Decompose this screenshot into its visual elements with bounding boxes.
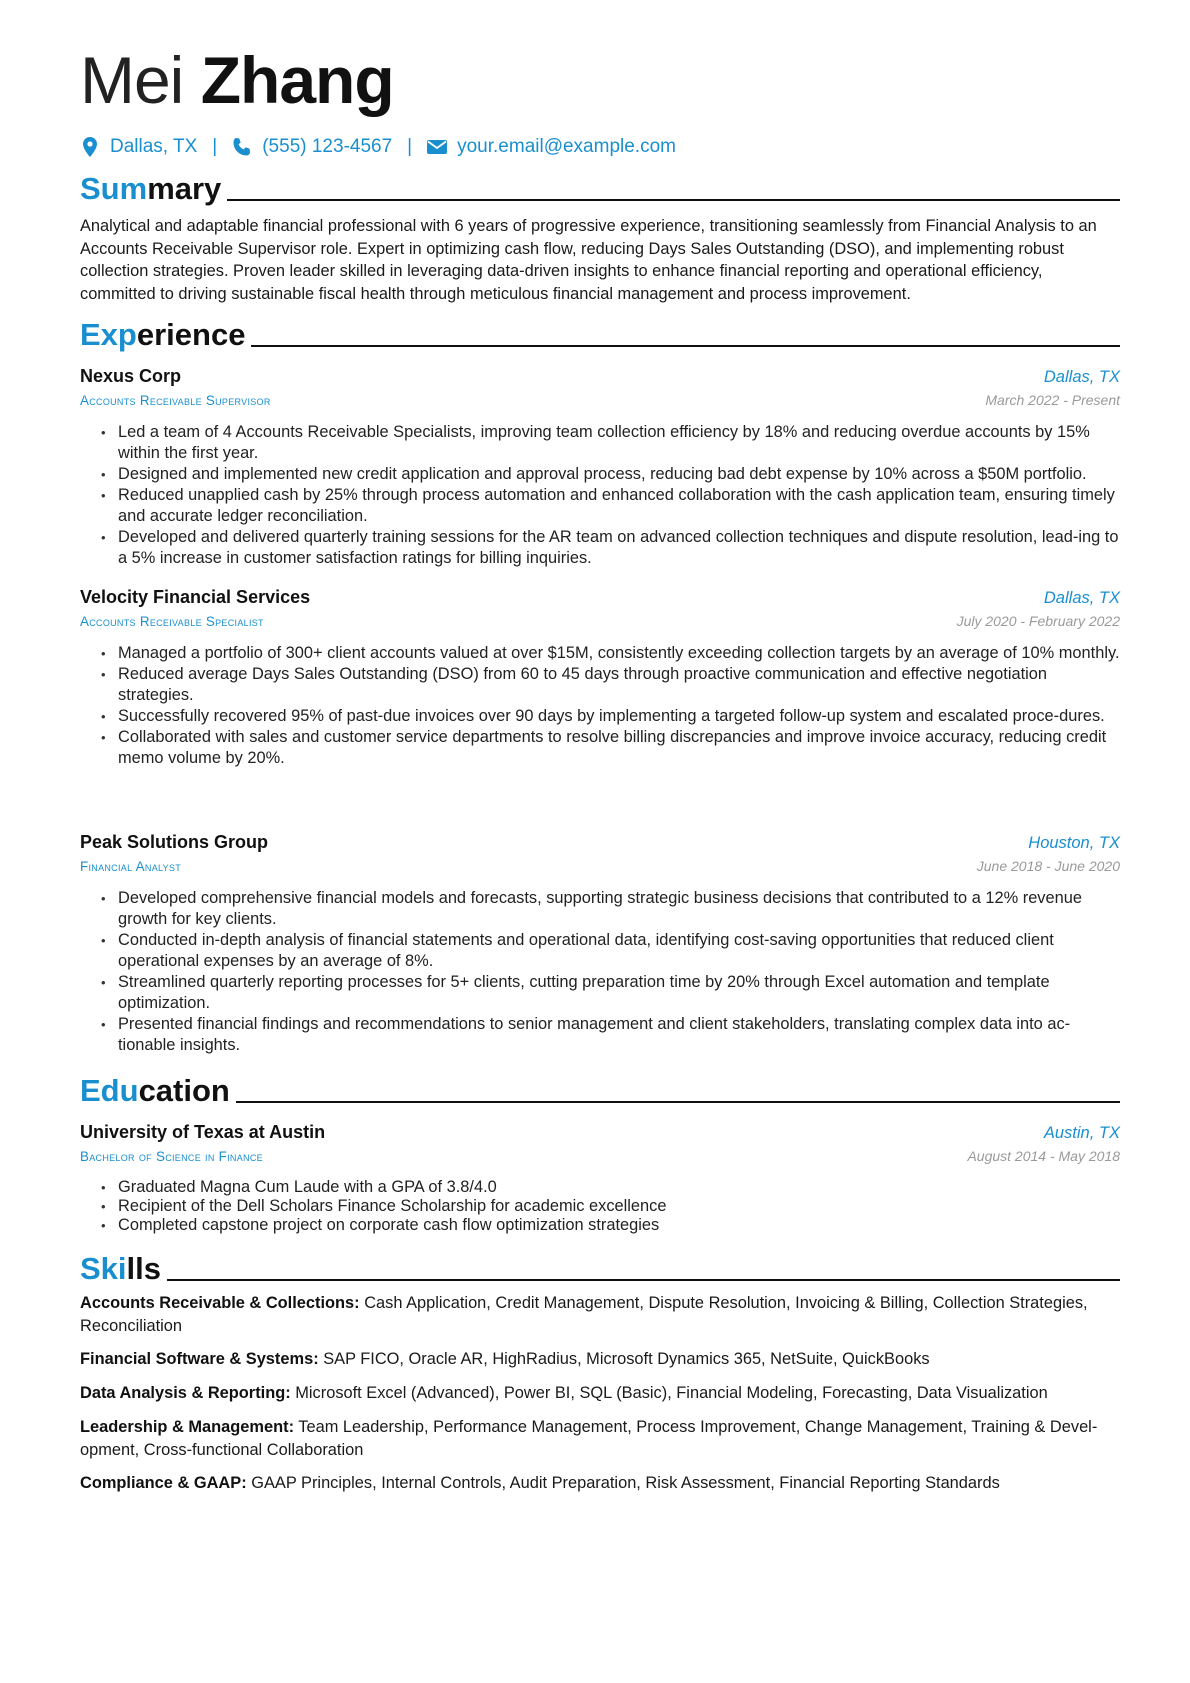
job-title: Financial Analyst [80,859,182,874]
job-dates: March 2022 - Present [985,392,1120,408]
bullet-item: • Completed capstone project on corporate cash flow optimization strategies [118,1216,1120,1235]
bullet-item: • Developed and delivered quarterly training sessions for the AR team on advanced collection techniques and dispute resolution, lead-ing to a 5% increase in customer satisfaction ratings for billing inquiries. [118,527,1120,569]
bullet-list [80,422,1120,569]
job-location: Houston, TX [1028,834,1120,852]
bullet-item: • Developed comprehensive financial models and forecasts, supporting strategic business decisions that contributed to a 12% revenue growth for key clients. [118,888,1120,930]
skill-category: Accounts Receivable & Collections: [80,1294,360,1312]
skill-items: SAP FICO, Oracle AR, HighRadius, Microsoft Dynamics 365, NetSuite, QuickBooks [323,1350,930,1369]
bullet-item: • Recipient of the Dell Scholars Finance Scholarship for academic excellence [118,1197,1120,1216]
bullet-item: • Managed a portfolio of 300+ client accounts valued at over $15M, consistently exceeding collection targets by an average of 10% monthly. [118,643,1120,664]
section-rule [236,1101,1120,1103]
bullet-item: • Successfully recovered 95% of past-due invoices over 90 days by implementing a targeted follow-up system and escalated proce-dures. [118,706,1120,727]
envelope-icon [427,136,447,158]
skill-line [80,1472,1120,1495]
job-dates: July 2020 - February 2022 [956,613,1120,629]
school-location: Austin, TX [1043,1124,1120,1142]
degree: Bachelor of Science in Finance [80,1149,263,1164]
bullet-item: • Streamlined quarterly reporting processes for 5+ clients, cutting preparation time by 20% through Excel automation and template optimization. [118,972,1120,1014]
section-title-accent: Exp [80,317,137,352]
bullet-item: • Reduced unapplied cash by 25% through process automation and enhanced collaboration with the cash application team, ensuring timely and accurate ledger reconciliation. [118,485,1120,527]
contact-separator: | [212,136,218,157]
bullet-item: • Designed and implemented new credit application and approval process, reducing bad debt expense by 10% across a $50M portfolio. [118,464,1120,485]
last-name: Zhang [200,43,394,117]
job-location: Dallas, TX [1043,589,1120,607]
bullet-item: • Presented financial findings and recommendations to senior management and client stakeholders, translating complex data into ac-tionable insights. [118,1014,1120,1056]
experience-entry [80,585,1120,769]
bullet-item: • Reduced average Days Sales Outstanding (DSO) from 60 to 45 days through proactive communication and effective negotiation strategies. [118,664,1120,706]
job-title: Accounts Receivable Specialist [80,614,264,629]
section-summary-heading [80,168,1120,208]
school-name: University of Texas at Austin [80,1122,326,1142]
bullet-list [80,643,1120,769]
skills-list [80,1292,1120,1506]
education-entry [80,1120,1120,1235]
job-dates: June 2018 - June 2020 [976,858,1120,874]
section-rule [251,345,1120,347]
skill-line [80,1348,1120,1371]
bullet-item: • Collaborated with sales and customer service departments to resolve billing discrepancies and improve invoice accuracy, reducing credit memo volume by 20%. [118,727,1120,769]
skill-items: Cash Application, Credit Management, Dispute Resolution, Invoicing & Billing, Collection Strategies, Reconciliation [80,1294,1088,1335]
job-location: Dallas, TX [1043,368,1120,386]
bullet-list [80,1178,1120,1235]
contact-location: Dallas, TX [110,136,198,157]
section-skills-heading [80,1248,1120,1288]
bullet-item: • Led a team of 4 Accounts Receivable Specialists, improving team collection efficiency by 18% and reducing overdue accounts by 15% within the first year. [118,422,1120,464]
skill-items: Team Leadership, Performance Management, Process Improvement, Change Management, Training & Devel-opment, Cross-functional Collaboration [80,1417,1098,1459]
skill-category: Compliance & GAAP: [80,1474,247,1493]
contact-email[interactable]: your.email@example.com [457,136,676,157]
company-name: Peak Solutions Group [80,832,269,852]
job-title: Accounts Receivable Supervisor [80,393,271,408]
skill-line [80,1382,1120,1405]
skill-category: Data Analysis & Reporting: [80,1384,291,1403]
skill-line [80,1416,1120,1461]
section-title-accent: Sum [80,171,148,206]
candidate-name [80,40,394,120]
skill-category: Financial Software & Systems: [80,1350,319,1369]
section-rule [227,199,1120,201]
experience-entry [80,830,1120,1056]
bullet-list [80,888,1120,1056]
section-experience-heading [80,314,1120,354]
section-title-rest: lls [126,1251,161,1286]
school-dates: August 2014 - May 2018 [967,1148,1120,1164]
phone-icon [232,136,252,158]
bullet-item: • Conducted in-depth analysis of financial statements and operational data, identifying cost-saving opportunities that reduced client operational expenses by an average of 8%. [118,930,1120,972]
section-title-accent: Ski [80,1251,127,1286]
company-name: Nexus Corp [80,366,182,386]
section-rule [167,1279,1120,1281]
section-title-rest: erience [136,317,246,352]
section-education-heading [80,1070,1120,1110]
skill-line [80,1292,1120,1337]
company-name: Velocity Financial Services [80,587,311,607]
contact-bar [80,132,676,162]
skill-items: GAAP Principles, Internal Controls, Audit Preparation, Risk Assessment, Financial Reporting Standards [251,1474,1000,1493]
contact-separator: | [407,136,413,157]
section-title-rest: cation [138,1073,230,1108]
skill-items: Microsoft Excel (Advanced), Power BI, SQL (Basic), Financial Modeling, Forecasting, Data Visualization [295,1384,1048,1403]
contact-phone[interactable]: (555) 123-4567 [262,136,393,157]
experience-entry [80,364,1120,569]
skill-category: Leadership & Management: [80,1417,295,1436]
bullet-item: • Graduated Magna Cum Laude with a GPA of 3.8/4.0 [118,1178,1120,1197]
section-title-accent: Edu [80,1073,139,1108]
map-pin-icon [80,136,100,158]
first-name: Mei [80,43,184,117]
summary-text: Analytical and adaptable financial professional with 6 years of progressive experience, transitioning seamlessly from Financial Analysis to an Accounts Receivable Supervisor role. Expert in optimizing cash flow, reducing Days Sales Outstanding (DSO), and implementing robust collection strategies. Proven leader skilled in leveraging data-driven insights to enhance financial reporting and operational efficiency, committed to driving sustainable fiscal health through meticulous financial management and process improvement. [80,217,1097,304]
section-title-rest: mary [147,171,222,206]
